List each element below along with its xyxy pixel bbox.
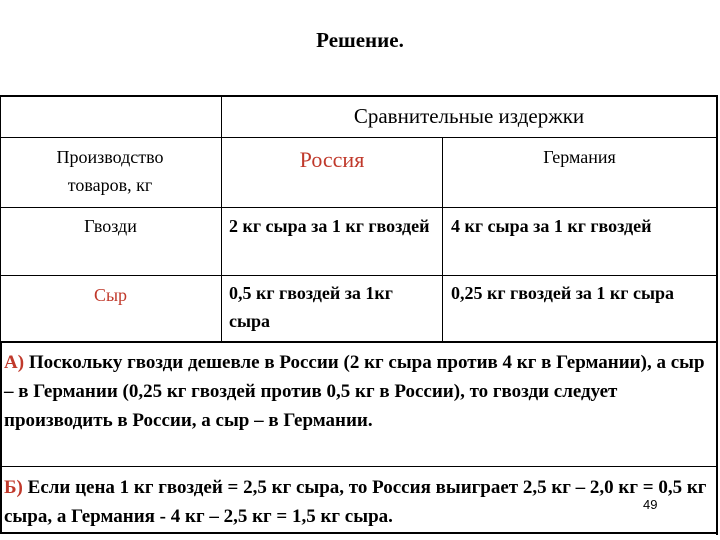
table-row-germany-cost: 4 кг сыра за 1 кг гвоздей xyxy=(451,216,652,236)
note-b xyxy=(4,473,712,531)
row-divider-1 xyxy=(0,207,718,208)
column-header-russia: Россия xyxy=(299,147,365,172)
note-b-text: Если цена 1 кг гвоздей = 2,5 кг сыра, то Россия выиграет 2,5 кг – 2,0 кг = 0,5 кг сыра, а Германия - 4 кг – 2,5 кг = 1,5 кг сыра. xyxy=(4,477,707,527)
table-row-product: Сыр xyxy=(93,285,128,305)
table-border-bottom xyxy=(0,341,718,343)
table-row-russia-cost: 2 кг сыра за 1 кг гвоздей xyxy=(229,216,430,236)
header-group-label: Сравнительные издержки xyxy=(353,104,585,128)
note-a-text: Поскольку гвозди дешевле в России (2 кг сыра против 4 кг в Германии), а сыр – в Германии (0,25 кг гвоздей против 0,5 кг в России), то гвозди следует производить в России, а сыр – в Германии. xyxy=(4,352,705,431)
page-title: Решение. xyxy=(316,28,404,52)
notes-border-left xyxy=(0,342,2,534)
column-header-germany: Германия xyxy=(543,147,616,167)
col-divider-1 xyxy=(221,95,222,342)
table-border-right xyxy=(716,95,718,535)
note-a-letter: А) xyxy=(4,352,25,373)
note-b-letter: Б) xyxy=(4,477,23,498)
table-border-top xyxy=(0,95,718,97)
note-a xyxy=(4,348,712,435)
row-divider-2 xyxy=(0,275,718,276)
header-divider xyxy=(0,137,718,138)
table-row-product: Гвозди xyxy=(84,216,137,236)
column-header-product: Производство товаров, кг xyxy=(56,147,164,195)
notes-divider xyxy=(0,466,718,467)
table-row-russia-cost: 0,5 кг гвоздей за 1кг сыра xyxy=(229,283,393,331)
notes-border-bottom xyxy=(0,532,718,534)
table-row-germany-cost: 0,25 кг гвоздей за 1 кг сыра xyxy=(451,283,675,303)
page-number: 49 xyxy=(643,497,658,512)
